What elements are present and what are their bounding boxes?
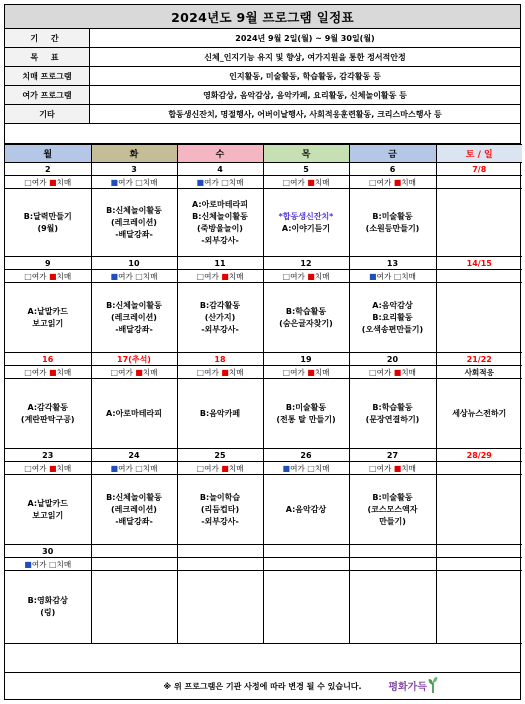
leisure-checkbox-icon: ■ [110,271,119,281]
program-line: B:영화감상 [27,596,68,605]
dementia-checkbox-icon: ■ [393,367,402,377]
program-line: B:음악카페 [199,408,241,418]
program-cell [91,283,177,353]
leisure-label: 여가 [204,367,219,377]
date-cell: 16 [5,353,91,366]
program-cell [5,571,91,644]
program-line: (레크레이션) [111,217,157,227]
dementia-checkbox-icon: □ [307,463,315,473]
dementia-checkbox-icon: ■ [221,271,229,281]
date-cell: 19 [263,353,349,366]
program-cell [263,189,349,257]
leisure-checkbox-icon: ■ [110,177,119,187]
dementia-label: 치매 [314,463,330,473]
leisure-checkbox-icon: □ [196,463,205,473]
program-type-cell [91,558,177,571]
date-cell: 14/15 [436,257,522,270]
date-cell: 5 [263,163,349,176]
program-type-cell [349,176,436,189]
program-type-cell [349,558,436,571]
weekday-header-tue: 화 [91,145,177,163]
info-row [5,105,520,124]
date-cell: 26 [263,449,349,462]
program-line: A:아로마테라피 [106,408,162,418]
date-cell: 10 [91,257,177,270]
logo-text: 평화가득 [388,682,427,693]
dementia-label: 치매 [142,367,158,377]
program-cell [349,283,436,353]
info-row [5,86,520,105]
date-cell: 18 [177,353,263,366]
leisure-label: 여가 [118,367,133,377]
program-cell [349,571,436,644]
program-cell [436,571,522,644]
program-cell [263,283,349,353]
sprout-icon [428,677,438,693]
program-type-cell [436,176,522,189]
program-type-cell [177,366,263,379]
date-cell: 7/8 [436,163,522,176]
leisure-checkbox-icon: □ [24,367,32,377]
dementia-label: 치매 [314,271,330,281]
program-line: (레크레이션) [111,504,157,514]
program-cell [177,571,263,644]
program-type-cell [263,270,349,283]
leisure-checkbox-icon: □ [24,463,32,473]
program-line: B:학습활동 [285,306,327,316]
date-cell: 25 [177,449,263,462]
program-line: A:낱말카드 [27,498,68,508]
date-cell: 28/29 [436,449,522,462]
program-cell [91,189,177,257]
program-type-cell [91,462,177,475]
program-cell [436,283,522,353]
date-cell: 30 [5,545,91,558]
program-type-cell [5,270,91,283]
leisure-label: 여가 [290,463,305,473]
program-type-cell [91,270,177,283]
program-type-cell [263,176,349,189]
program-cell [177,379,263,449]
info-row [5,48,520,67]
date-cell: 12 [263,257,349,270]
weekday-header-weekend: 토 / 일 [436,145,522,163]
program-line: B:요리활동 [372,312,413,322]
dementia-label: 치매 [142,177,158,187]
info-label: 여가 프로그램 [5,86,90,104]
leisure-checkbox-icon: □ [282,271,291,281]
dementia-checkbox-icon: ■ [307,271,315,281]
program-line: (레크레이션) [111,312,157,322]
leisure-label: 여가 [31,559,47,569]
dementia-label: 치매 [228,463,244,473]
program-line: A:음악감상 [372,300,413,310]
weekday-header-fri: 금 [349,145,436,163]
dementia-checkbox-icon: ■ [48,463,57,473]
weekday-header-mon: 월 [5,145,91,163]
leisure-label: 여가 [376,463,392,473]
program-line: B:신체놀이활동 [106,300,162,310]
program-cell [177,283,263,353]
program-type-cell [436,462,522,475]
footer-note [5,672,520,699]
leisure-checkbox-icon: ■ [369,271,377,281]
leisure-checkbox-icon: □ [369,177,377,187]
leisure-checkbox-icon: ■ [24,559,32,569]
leisure-checkbox-icon: □ [282,177,291,187]
date-cell: 4 [177,163,263,176]
spacer-row [5,124,520,144]
program-line: B:신체놀이활동 [106,492,162,502]
leisure-checkbox-icon: □ [369,367,377,377]
program-type-cell [91,366,177,379]
program-line: -외부강사- [201,324,239,334]
program-line: (링) [40,608,56,617]
dementia-checkbox-icon: ■ [393,463,402,473]
dementia-checkbox-icon: ■ [221,367,229,377]
program-line: A:감각활동 [27,402,68,412]
leisure-label: 여가 [290,177,305,187]
program-line: -외부강사- [201,235,239,245]
program-cell [263,475,349,545]
dementia-label: 치매 [401,177,416,187]
program-type-cell [263,558,349,571]
program-cell [5,379,91,449]
dementia-checkbox-icon: ■ [48,177,57,187]
dementia-checkbox-icon: ■ [48,271,57,281]
program-line: -외부강사- [201,516,239,526]
leisure-label: 여가 [204,271,219,281]
info-section [5,29,520,124]
dementia-label: 치매 [56,271,72,281]
program-line: B:감각활동 [199,300,241,310]
dementia-checkbox-icon: □ [48,559,57,569]
date-cell: 17(추석) [91,353,177,366]
program-line: B:미술활동 [372,211,413,221]
dementia-label: 치매 [56,177,72,187]
program-type-cell [91,176,177,189]
program-cell [349,189,436,257]
date-cell [177,545,263,558]
program-line: (오색송편만들기) [361,324,424,334]
dementia-checkbox-icon: □ [393,271,402,281]
date-cell: 11 [177,257,263,270]
program-line: B:놀이학습 [199,492,241,502]
leisure-checkbox-icon: □ [196,271,205,281]
program-line: A:이야기듣기 [281,223,331,233]
leisure-checkbox-icon: ■ [110,463,119,473]
program-type-cell [5,462,91,475]
program-line: -배달강좌- [115,516,153,526]
date-cell [349,545,436,558]
program-type-cell [436,558,522,571]
dementia-checkbox-icon: ■ [393,177,402,187]
footer-text: ※ 위 프로그램은 기관 사정에 따라 변경 될 수 있습니다. [163,681,362,691]
program-line: (산가지) [204,312,236,322]
date-cell [263,545,349,558]
leisure-checkbox-icon: □ [24,271,32,281]
program-line: A:낱말카드 [27,306,68,316]
date-cell: 21/22 [436,353,522,366]
program-line: 만들기) [379,516,406,526]
info-row [5,29,520,48]
program-line: (계란판탁구공) [20,414,75,424]
program-type-cell [263,462,349,475]
info-value: 영화감상, 음악감상, 음악카페, 요리활동, 신체놀이활동 등 [203,90,407,100]
program-type-cell [177,270,263,283]
dementia-label: 치매 [401,463,416,473]
dementia-label: 치매 [142,463,158,473]
program-line: B:달력만들기 [23,211,72,221]
date-cell: 23 [5,449,91,462]
dementia-checkbox-icon: ■ [221,463,229,473]
date-cell [91,545,177,558]
dementia-label: 치매 [56,559,72,569]
program-line: 세상뉴스전하기 [452,408,507,418]
leisure-label: 여가 [31,271,47,281]
program-line: B:신체놀이활동 [106,205,162,215]
program-line: A:아로마테라피 [192,199,248,209]
program-line: -배달강좌- [115,324,153,334]
dementia-label: 치매 [228,271,244,281]
program-cell [5,475,91,545]
program-type-cell [177,462,263,475]
program-cell [5,189,91,257]
program-line: B:미술활동 [285,402,327,412]
leisure-label: 여가 [204,463,219,473]
dementia-label: 치매 [56,463,72,473]
program-cell [263,571,349,644]
leisure-label: 여가 [204,177,219,187]
dementia-checkbox-icon: ■ [135,367,143,377]
dementia-label: 치매 [228,367,244,377]
dementia-label: 치매 [401,271,416,281]
program-type-cell: 사회적응 [436,366,522,379]
program-cell [349,379,436,449]
date-cell: 27 [349,449,436,462]
program-type-cell [5,366,91,379]
program-line: (9월) [37,223,59,233]
title-bar [5,5,520,29]
dementia-label: 치매 [314,177,330,187]
weekday-header-wed: 수 [177,145,263,163]
leisure-label: 여가 [31,177,47,187]
leisure-checkbox-icon: ■ [282,463,291,473]
dementia-checkbox-icon: ■ [307,367,315,377]
info-row [5,67,520,86]
program-type-cell [5,558,91,571]
info-label: 치매 프로그램 [5,67,90,85]
program-cell [177,189,263,257]
leisure-checkbox-icon: □ [196,367,205,377]
program-type-cell [349,366,436,379]
dementia-checkbox-icon: ■ [307,177,315,187]
info-label: 기타 [5,105,90,123]
leisure-label: 여가 [31,463,47,473]
dementia-checkbox-icon: □ [135,463,143,473]
dementia-label: 치매 [401,367,416,377]
dementia-label: 치매 [56,367,72,377]
program-cell [91,571,177,644]
leisure-checkbox-icon: ■ [196,177,205,187]
info-value: 인지활동, 미술활동, 학습활동, 감각활동 등 [229,71,381,81]
leisure-label: 여가 [290,271,305,281]
program-line: A:음악감상 [285,504,327,514]
leisure-checkbox-icon: □ [282,367,291,377]
program-cell [436,379,522,449]
program-cell [5,283,91,353]
dementia-checkbox-icon: □ [221,177,229,187]
date-cell: 3 [91,163,177,176]
leisure-label: 여가 [118,463,133,473]
info-label: 목 표 [5,48,90,66]
program-cell [436,475,522,545]
date-cell: 13 [349,257,436,270]
leisure-checkbox-icon: □ [369,463,377,473]
leisure-label: 여가 [290,367,305,377]
program-line: B:미술활동 [372,492,413,502]
info-value: 신체_인지기능 유지 및 향상, 여가지원을 통한 정서적안정 [204,52,406,62]
date-cell: 24 [91,449,177,462]
program-line: (리듬컵타) [200,504,240,514]
program-line: (전통 탈 만들기) [276,414,336,424]
program-line: (죽방울놀이) [197,223,243,233]
program-type-cell [349,270,436,283]
program-cell [436,189,522,257]
program-line: (문장연결하기) [365,414,420,424]
program-line: 보고읽기 [32,318,64,328]
program-type-cell [436,270,522,283]
program-line: 보고읽기 [32,510,64,520]
date-cell: 6 [349,163,436,176]
dementia-checkbox-icon: □ [135,271,143,281]
program-line: (코스모스액자 [367,504,418,514]
info-label: 기 간 [5,29,90,47]
program-cell [91,379,177,449]
program-type-cell [5,176,91,189]
leisure-label: 여가 [376,367,392,377]
dementia-label: 치매 [314,367,330,377]
program-cell [349,475,436,545]
leisure-label: 여가 [118,271,133,281]
info-value: 2024년 9월 2일(월) ~ 9월 30일(월) [235,33,375,43]
dementia-label: 치매 [228,177,244,187]
program-line: B:신체놀이활동 [192,211,248,221]
dementia-checkbox-icon: ■ [48,367,57,377]
program-line: B:학습활동 [372,402,413,412]
schedule-sheet [4,4,521,700]
info-value: 합동생신잔치, 명절행사, 어버이날행사, 사회적응훈련활동, 크리스마스행사 등 [168,109,442,119]
program-line: *합동생신잔치* [278,211,334,221]
program-line: -배달강좌- [115,229,153,239]
program-cell [177,475,263,545]
leisure-checkbox-icon: □ [110,367,119,377]
program-type-cell [177,176,263,189]
weekday-header-thu: 목 [263,145,349,163]
leisure-label: 여가 [31,367,47,377]
program-line: (숨은글자찾기) [279,318,333,328]
program-cell [91,475,177,545]
dementia-checkbox-icon: □ [135,177,143,187]
leisure-label: 여가 [376,271,392,281]
program-cell [263,379,349,449]
leisure-checkbox-icon: □ [24,177,32,187]
program-type-cell [349,462,436,475]
program-type-cell [177,558,263,571]
program-line: (소원등만들기) [365,223,420,233]
date-cell: 2 [5,163,91,176]
date-cell [436,545,522,558]
leisure-label: 여가 [376,177,392,187]
calendar-table [5,144,522,644]
leisure-label: 여가 [118,177,133,187]
date-cell: 20 [349,353,436,366]
page-title: 2024년도 9월 프로그램 일정표 [171,9,354,25]
center-logo [388,677,438,693]
dementia-label: 치매 [142,271,158,281]
date-cell: 9 [5,257,91,270]
program-type-cell [263,366,349,379]
